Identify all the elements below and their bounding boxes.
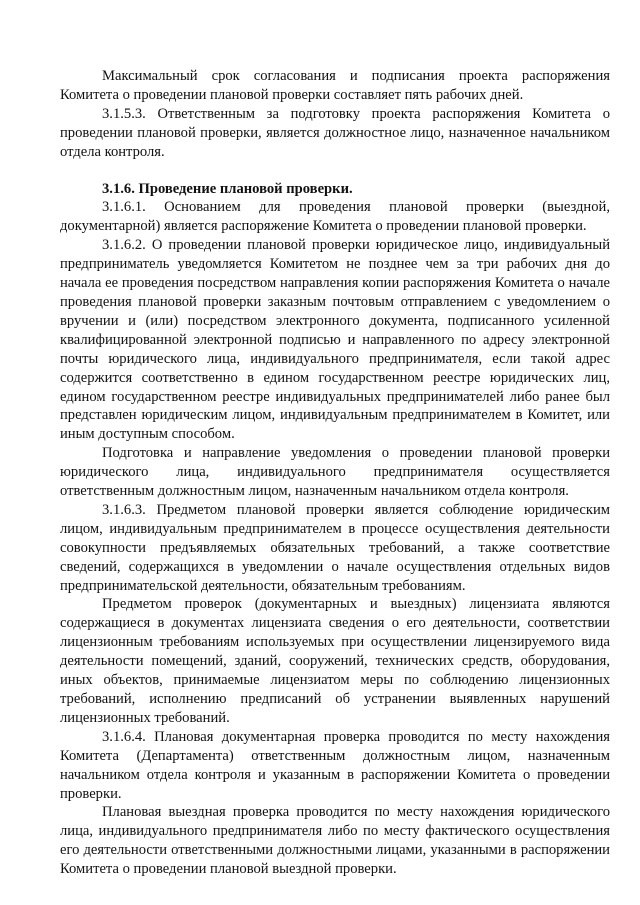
spacer xyxy=(60,162,610,180)
paragraph-onsite-inspection: Плановая выездная проверка проводится по месту нахождения юридического лица, индивидуального предпринимателя либо по месту фактического осуществления его деятельности ответственными должностными лицами, указанными в распоряжении Комитета о проведении плановой выездной проверки. xyxy=(60,804,610,878)
section-heading-3-1-6: 3.1.6. Проведение плановой проверки. xyxy=(102,180,353,197)
paragraph-notification: Подготовка и направление уведомления о проведении плановой проверки юридического лица, индивидуального предпринимателя осуществляется ответственным должностным лицом, назначенным начальником отдела контроля. xyxy=(60,445,610,500)
paragraph-max-term: Максимальный срок согласования и подписания проекта распоряжения Комитета о проведении плановой проверки составляет пять рабочих дней. xyxy=(60,68,610,103)
paragraph-3-1-6-4: 3.1.6.4. Плановая документарная проверка проводится по месту нахождения Комитета (Департамента) ответственным должностным лицом, назначенным начальником отдела контроля и указанным в распоряжении Комитета о проведении проверки. xyxy=(60,728,610,802)
paragraph-licensee-subject: Предметом проверок (документарных и выездных) лицензиата являются содержащиеся в документах лицензиата сведения о его деятельности, соответствии лицензионным требованиям используемых при осуществлении лицензируемого вида деятельности помещений, зданий, сооружений, технических средств, оборудования, иных объектов, принимаемые лицензиатом меры по соблюдению лицензионных требований, исполнению предписаний об устранении выявленных нарушений лицензионных требований. xyxy=(60,596,610,726)
paragraph-3-1-6-1: 3.1.6.1. Основанием для проведения плановой проверки (выездной, документарной) является распоряжение Комитета о проведении плановой проверки. xyxy=(60,199,610,235)
paragraph-3-1-6-3: 3.1.6.3. Предметом плановой проверки является соблюдение юридическим лицом, индивидуальным предпринимателем в процессе осуществления деятельности совокупности предъявляемых обязательных требований, а также соответствие сведений, содержащихся в уведомлении о начале осуществления отдельных видов предпринимательской деятельности, обязательным требованиям. xyxy=(60,501,610,594)
paragraph-3-1-5-3: 3.1.5.3. Ответственным за подготовку проекта распоряжения Комитета о проведении плановой проверки, является должностное лицо, назначенное начальником отдела контроля. xyxy=(60,105,610,160)
paragraph-3-1-6-2: 3.1.6.2. О проведении плановой проверки юридическое лицо, индивидуальный предприниматель уведомляется Комитетом не позднее чем за три рабочих дня до начала ее проведения посредством направления копии распоряжения Комитета о начале проведения плановой проверки заказным почтовым отправлением с уведомлением о вручении и (или) посредством электронного документа, подписанного усиленной квалифицированной электронной подписью и направленного по адресу электронной почты юридического лица, индивидуального предпринимателя, если такой адрес содержится соответственно в едином государственном реестре юридических лиц, едином государственном реестре индивидуальных предпринимателей либо ранее был представлен юридическим лицом, индивидуальным предпринимателем в Комитет, или иным доступным способом. xyxy=(60,237,610,443)
